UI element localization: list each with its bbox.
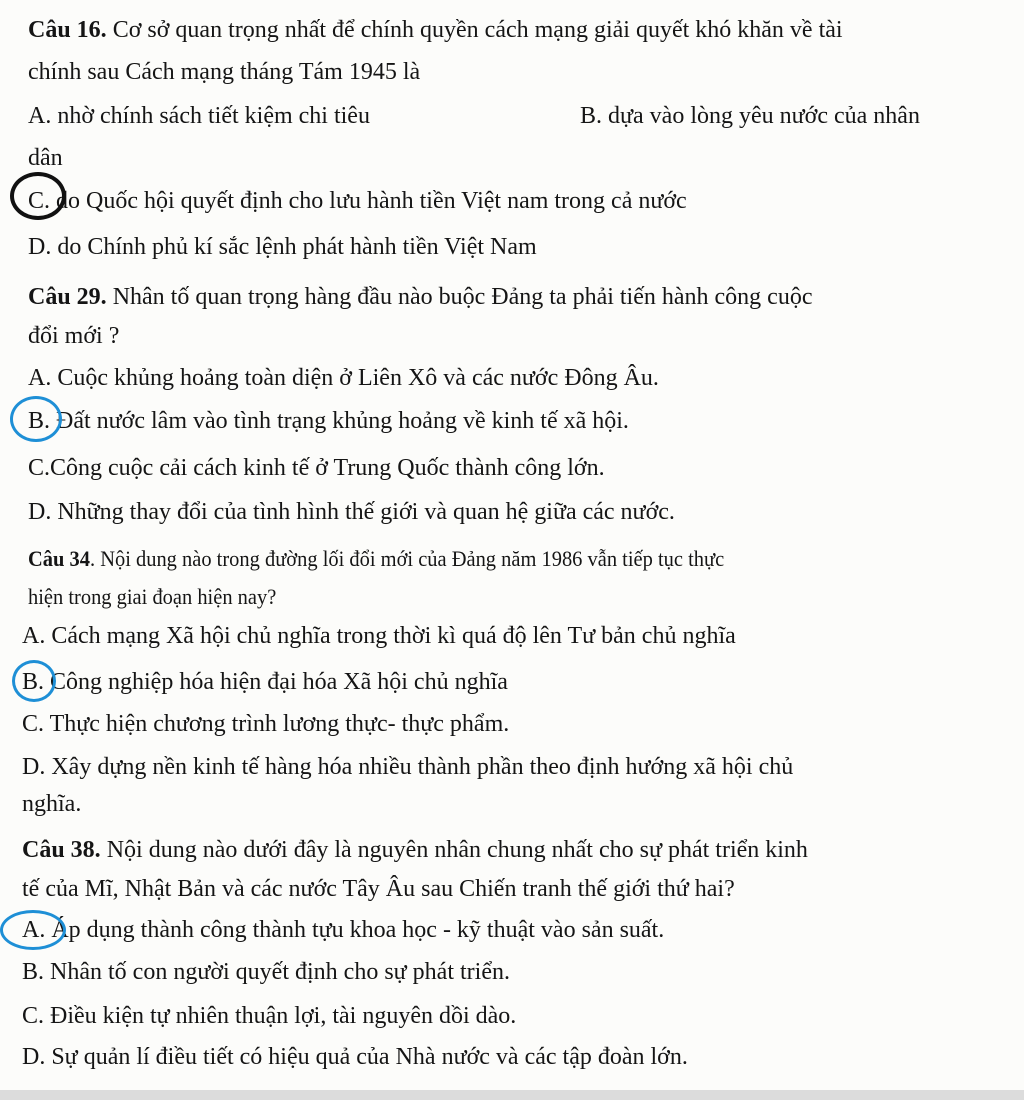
question-16-option-b: B. dựa vào lòng yêu nước của nhân: [580, 103, 920, 129]
question-16-option-b-cont: dân: [28, 145, 63, 171]
question-16-number: Câu 16.: [28, 17, 107, 43]
question-29-option-c: C.Công cuộc cải cách kinh tế ở Trung Quốc thành công lớn.: [28, 455, 605, 481]
question-38-number: Câu 38.: [22, 837, 101, 863]
question-34-option-a: A. Cách mạng Xã hội chủ nghĩa trong thời kì quá độ lên Tư bản chủ nghĩa: [22, 623, 736, 649]
question-38-option-b: B. Nhân tố con người quyết định cho sự phát triển.: [22, 959, 510, 985]
question-34-number: Câu 34: [28, 546, 90, 571]
answer-mark-q38-circle: [0, 910, 66, 950]
question-34-stem-line-1: [28, 548, 724, 570]
question-38-stem-line-2: tế của Mĩ, Nhật Bản và các nước Tây Âu sau Chiến tranh thế giới thứ hai?: [22, 876, 735, 902]
question-29-stem-line-1: [28, 285, 812, 309]
question-29-stem-text-1: Nhân tố quan trọng hàng đầu nào buộc Đảng ta phải tiến hành công cuộc: [106, 284, 813, 310]
question-38-option-c: C. Điều kiện tự nhiên thuận lợi, tài nguyên dồi dào.: [22, 1003, 517, 1029]
answer-mark-q16-circle: [10, 172, 66, 220]
answer-mark-q29-circle: [10, 396, 62, 442]
question-34-option-d: D. Xây dựng nền kinh tế hàng hóa nhiều thành phần theo định hướng xã hội chủ: [22, 754, 794, 780]
question-29-option-d: D. Những thay đổi của tình hình thế giới và quan hệ giữa các nước.: [28, 499, 675, 525]
question-34-option-b: B. Công nghiệp hóa hiện đại hóa Xã hội chủ nghĩa: [22, 669, 508, 695]
question-38-stem-line-1: [22, 838, 808, 862]
question-16-option-d: D. do Chính phủ kí sắc lệnh phát hành tiền Việt Nam: [28, 234, 537, 260]
question-38-stem-text-1: Nội dung nào dưới đây là nguyên nhân chung nhất cho sự phát triển kinh: [100, 837, 808, 863]
question-16-stem-text-1: Cơ sở quan trọng nhất để chính quyền cách mạng giải quyết khó khăn về tài: [106, 17, 843, 43]
question-34-stem-line-2: hiện trong giai đoạn hiện nay?: [28, 584, 277, 609]
question-16-stem-line-1: [28, 18, 843, 42]
question-34-option-c: C. Thực hiện chương trình lương thực- thực phẩm.: [22, 711, 510, 737]
question-34-stem-text-1: . Nội dung nào trong đường lối đổi mới của Đảng năm 1986 vẫn tiếp tục thực: [89, 546, 725, 571]
question-29-option-a: A. Cuộc khủng hoảng toàn diện ở Liên Xô và các nước Đông Âu.: [28, 365, 659, 391]
question-16-stem-line-2: chính sau Cách mạng tháng Tám 1945 là: [28, 59, 421, 85]
answer-mark-q34-circle: [12, 660, 56, 702]
question-16-option-a: A. nhờ chính sách tiết kiệm chi tiêu: [28, 103, 370, 129]
question-29-option-b: B. Đất nước lâm vào tình trạng khủng hoảng về kinh tế xã hội.: [28, 408, 629, 434]
question-38-option-a: A. Áp dụng thành công thành tựu khoa học - kỹ thuật vào sản suất.: [22, 917, 665, 943]
question-29-number: Câu 29.: [28, 284, 107, 310]
question-16-option-c: C. do Quốc hội quyết định cho lưu hành tiền Việt nam trong cả nước: [28, 188, 687, 214]
page-bottom-edge: [0, 1090, 1024, 1100]
question-29-stem-line-2: đổi mới ?: [28, 323, 120, 349]
question-34-option-d-cont: nghĩa.: [22, 791, 82, 817]
question-38-option-d: D. Sự quản lí điều tiết có hiệu quả của Nhà nước và các tập đoàn lớn.: [22, 1044, 688, 1070]
